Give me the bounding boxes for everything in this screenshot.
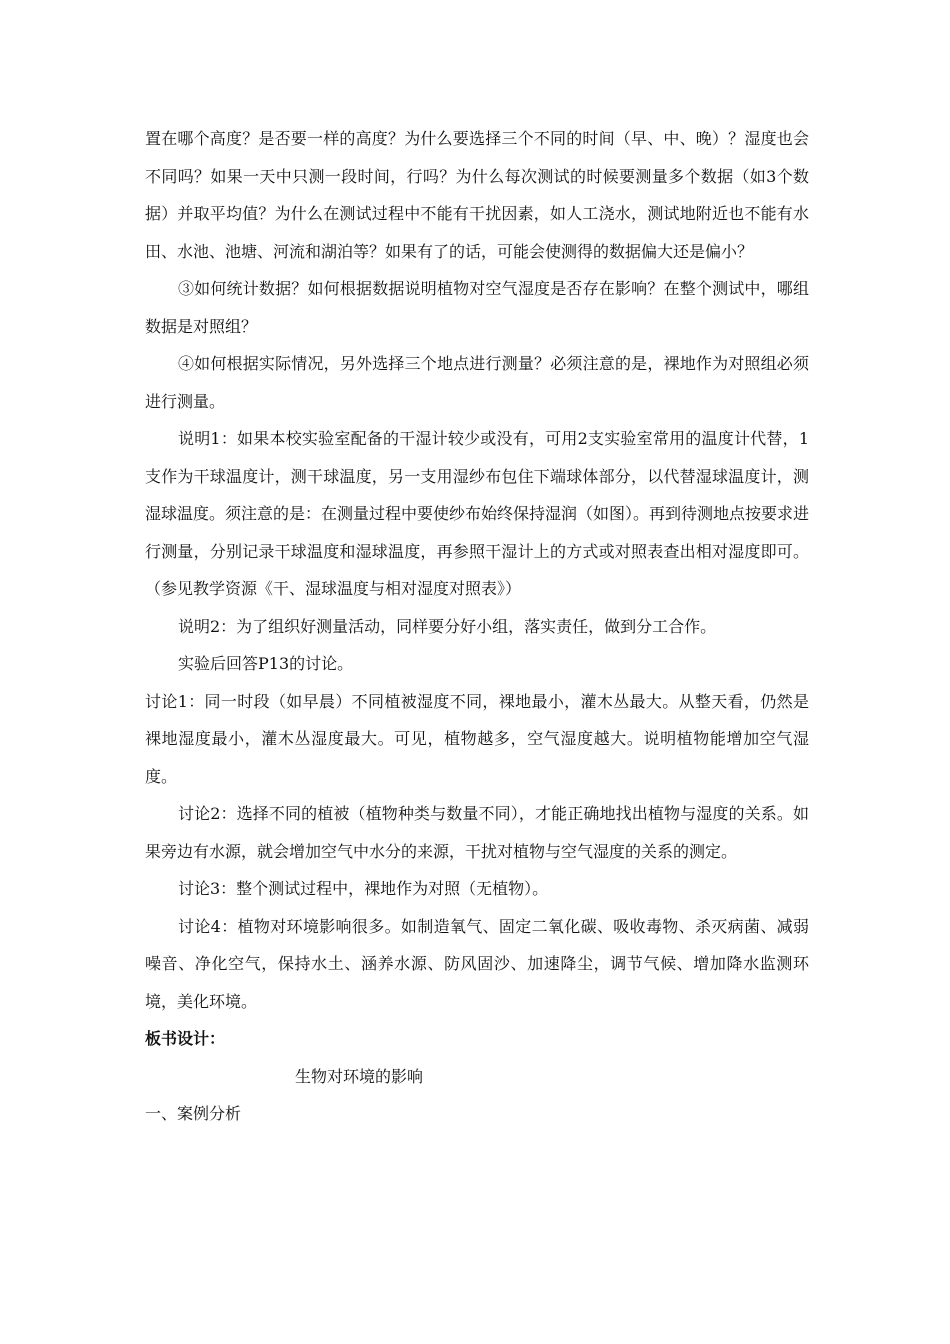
paragraph-note-1: 说明1：如果本校实验室配备的干湿计较少或没有，可用2支实验室常用的温度计代替，1支作为干球温度计，测干球温度，另一支用湿纱布包住下端球体部分，以代替湿球温度计，测湿球温度。须注意的是：在测量过程中要使纱布始终保持湿润（如图）。再到待测地点按要求进行测量，分别记录干球温度和湿球温度，再参照干湿计上的方式或对照表查出相对湿度即可。（参见教学资源《干、湿球温度与相对湿度对照表》）	[145, 429, 810, 598]
paragraph-note-2: 说明2：为了组织好测量活动，同样要分好小组，落实责任，做到分工合作。	[178, 616, 717, 636]
paragraph-discussion-3: 讨论3：整个测试过程中，裸地作为对照（无植物）。	[178, 879, 549, 898]
paragraph-discussion-2: 讨论2：选择不同的植被（植物种类与数量不同），才能正确地找出植物与湿度的关系。如果旁边有水源，就会增加空气中水分的来源，干扰对植物与空气湿度的关系的测定。	[145, 804, 809, 861]
paragraph-discussion-1: 讨论1：同一时段（如早晨）不同植被湿度不同，裸地最小，灌木丛最大。从整天看，仍然是裸地湿度最小，灌木丛湿度最大。可见，植物越多，空气湿度越大。说明植物能增加空气湿度。	[145, 691, 809, 786]
paragraph-step-3: ③如何统计数据？如何根据数据说明植物对空气湿度是否存在影响？在整个测试中，哪组数据是对照组？	[145, 279, 809, 336]
board-title: 生物对环境的影响	[295, 1066, 424, 1086]
paragraph-after-experiment: 实验后回答P13的讨论。	[178, 654, 354, 673]
paragraph-discussion-4: 讨论4：植物对环境影响很多。如制造氧气、固定二氧化碳、吸收毒物、杀灭病菌、减弱噪音、净化空气，保持水土、涵养水源、防风固沙、加速降尘，调节气候、增加降水监测环境，美化环境。	[145, 916, 809, 1011]
paragraph-step-4: ④如何根据实际情况，另外选择三个地点进行测量？必须注意的是，裸地作为对照组必须进行测量。	[145, 354, 809, 411]
document-page	[145, 120, 809, 1133]
board-section-1: 一、案例分析	[145, 1104, 242, 1123]
paragraph-questions: 置在哪个高度？是否要一样的高度？为什么要选择三个不同的时间（早、中、晚）？湿度也会不同吗？如果一天中只测一段时间，行吗？为什么每次测试的时候要测量多个数据（如3个数据）并取平均值？为什么在测试过程中不能有干扰因素，如人工浇水，测试地附近也不能有水田、水池、池塘、河流和湖泊等？如果有了的话，可能会使测得的数据偏大还是偏小？	[145, 129, 809, 261]
board-design-heading: 板书设计：	[145, 1029, 226, 1048]
